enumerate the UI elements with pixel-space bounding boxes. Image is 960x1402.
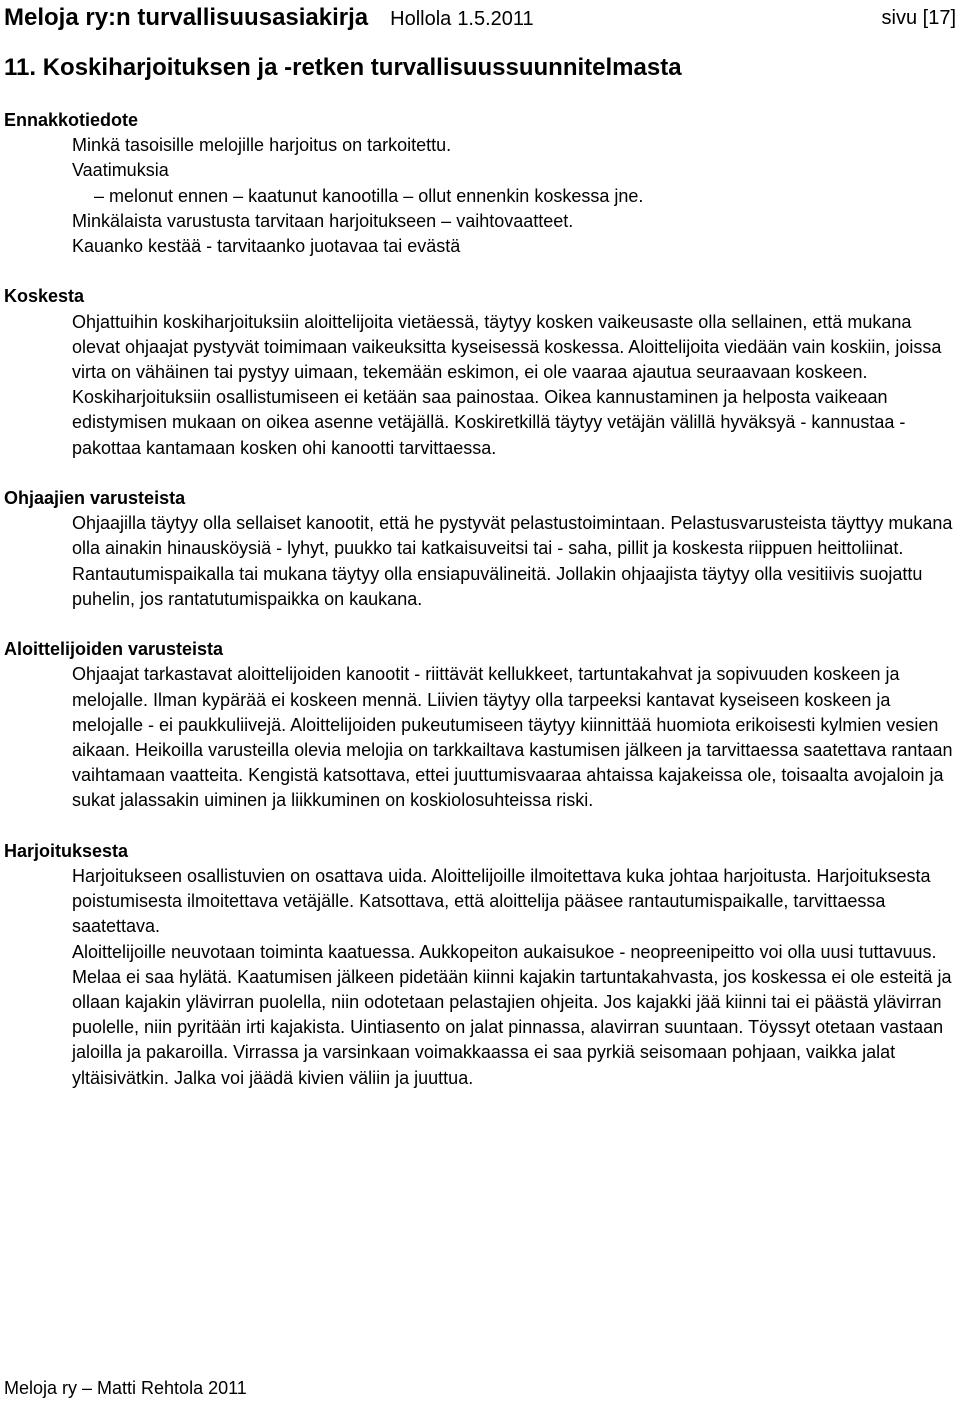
document-body: [4, 108, 954, 1091]
koskesta-paragraph: Ohjattuihin koskiharjoituksiin aloittelijoita vietäessä, täytyy kosken vaikeusaste olla sellainen, että mukana olevat ohjaajat pystyvät toimimaan vaikeuksitta kyseisessä koskessa. Aloittelijoita viedään vain koskiin, joissa virta on vähäinen tai pystyy uimaan, tekemään eskimon, ei ole vaaraa ajautua seuraavaan koskeen. Koskiharjoituksiin osallistumiseen ei ketään saa painostaa. Oikea kannustaminen ja helposta vaikeaan edistymisen mukaan on oikea asenne vetäjällä. Koskiretkillä täytyy vetäjän välillä hyväksyä - kannustaa - pakottaa kantamaan kosken ohi kanootti tarvittaessa.: [72, 311, 942, 458]
page-number: sivu [17]: [881, 7, 956, 29]
ennakkotiedote-line-1: Minkä tasoisille melojille harjoitus on tarkoitettu.: [72, 135, 452, 156]
heading-ennakkotiedote: Ennakkotiedote: [4, 110, 139, 130]
page-header: [4, 2, 956, 38]
section-aloittelijoiden-varusteista: [4, 637, 954, 813]
header-place: Hollola: [390, 8, 452, 30]
document-title: Meloja ry:n turvallisuusasiakirja: [4, 4, 369, 31]
ohjaajien-paragraph: Ohjaajilla täytyy olla sellaiset kanootit, että he pystyvät pelastustoimintaan. Pelastusvarusteista täyttyy mukana olla ainakin hinausköysiä - lyhyt, puukko tai katkaisuveitsi tai - saha, pillit ja koskesta riippuen heittoliinat. Rantautumispaikalla tai mukana täytyy olla ensiapuvälineitä. Jollakin ohjaajista täytyy olla vesitiivis suojattu puhelin, jos rantatutumispaikka on kaukana.: [72, 513, 953, 609]
ennakkotiedote-line-5: Kauanko kestää - tarvitaanko juotavaa tai evästä: [72, 236, 461, 257]
ennakkotiedote-line-2: Vaatimuksia: [72, 160, 169, 181]
section-title: 11. Koskiharjoituksen ja -retken turvallisuussuunnitelmasta: [4, 54, 682, 81]
section-harjoituksesta: [4, 839, 954, 1091]
heading-ohjaajien-varusteista: Ohjaajien varusteista: [4, 488, 186, 509]
section-koskesta: [4, 284, 954, 460]
section-ennakkotiedote: [4, 108, 954, 259]
aloittelijoiden-paragraph: Ohjaajat tarkastavat aloittelijoiden kanootit - riittävät kellukkeet, tartuntakahvat ja sopivuuden koskeen ja melojalle. Ilman kypärää ei koskeen mennä. Liivien täytyy olla tarpeeksi kantavat kyseiseen koskeen ja melojalle - ei paukkuliivejä. Aloittelijoiden pukeutumiseen täytyy kiinnittää huomiota erikoisesti kylmien vesien aikaan. Heikoilla varusteilla olevia melojia on tarkkailtava kastumisen jälkeen ja tarvittaessa saatettava rantaan vaihtamaan vaatteita. Kengistä katsottava, ettei juuttumisvaaraa ahtaissa kajakeissa ole, toisaalta avojaloin ja sukat jalassakin uiminen ja liikkuminen on koskiolosuhteissa riski.: [72, 664, 953, 811]
heading-harjoituksesta: Harjoituksesta: [4, 840, 129, 861]
page-footer: Meloja ry – Matti Rehtola 2011: [4, 1378, 247, 1398]
ennakkotiedote-line-3: – melonut ennen – kaatunut kanootilla – ollut ennenkin koskessa jne.: [94, 185, 644, 206]
header-date: 1.5.2011: [457, 8, 534, 30]
harjoituksesta-paragraph-2: Aloittelijoille neuvotaan toiminta kaatuessa. Aukkopeiton aukaisukoe - neopreenipeitto voi olla uusi tuttavuus. Melaa ei saa hylätä. Kaatumisen jälkeen pidetään kiinni kajakin tartuntakahvasta, jos koskessa ei ole esteitä ja ollaan kajakin ylävirran puolella, niin odotetaan pelastajien ohjeita. Jos kajakki jää kiinni tai ei päästä ylävirran puolelle, niin pyritään irti kajakista. Uintiasento on jalat pinnassa, alavirran suuntaan. Töyssyt otetaan vastaan jaloilla ja pakaroilla. Virrassa ja varsinkaan voimakkaassa ei saa pyrkiä seisomaan pohjaan, vaikka jalat yltäisivätkin. Jalka voi jäädä kivien väliin ja juuttua.: [72, 941, 952, 1088]
ennakkotiedote-line-4: Minkälaista varustusta tarvitaan harjoitukseen – vaihtovaatteet.: [72, 210, 574, 231]
section-ohjaajien-varusteista: [4, 486, 954, 612]
heading-koskesta: Koskesta: [4, 286, 85, 307]
harjoituksesta-paragraph-1: Harjoitukseen osallistuvien on osattava uida. Aloittelijoille ilmoitettava kuka johtaa harjoitusta. Harjoituksesta poistumisesta ilmoitettava vetäjälle. Katsottava, että aloittelija pääsee rantautumispaikalle, tarvittaessa saatettava.: [72, 866, 931, 937]
heading-aloittelijoiden-varusteista: Aloittelijoiden varusteista: [4, 639, 224, 660]
